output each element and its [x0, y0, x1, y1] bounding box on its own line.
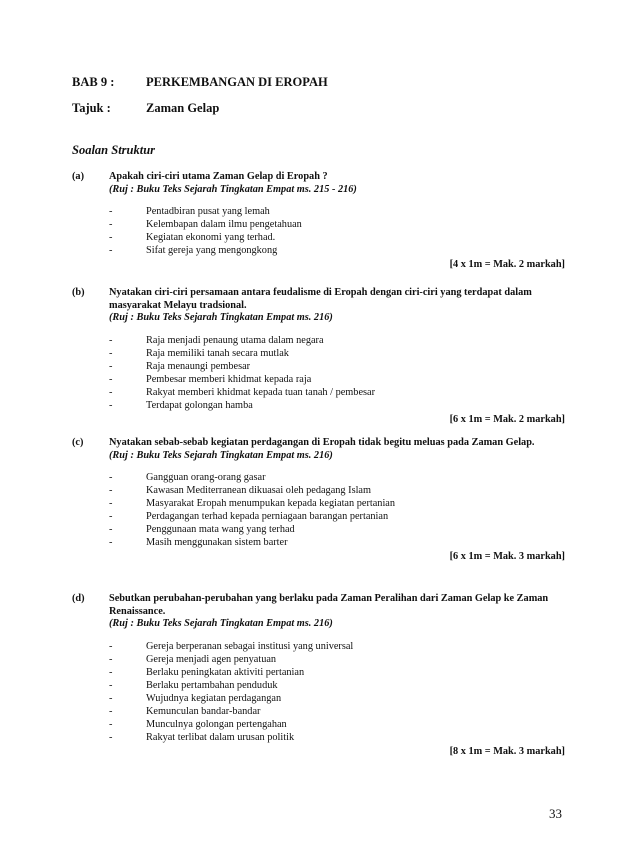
- question-reference: (Ruj : Buku Teks Sejarah Tingkatan Empat ms. 216): [109, 312, 333, 324]
- answer-text: Perdagangan terhad kepada perniagaan barangan pertanian: [146, 511, 389, 523]
- answer-bullet: -: [109, 245, 113, 257]
- answer-bullet: -: [109, 653, 113, 665]
- answer-item: [109, 497, 572, 510]
- answer-item: [109, 205, 572, 218]
- topic-title: Zaman Gelap: [146, 101, 220, 115]
- answer-bullet: -: [109, 640, 113, 652]
- question-letter: (c): [72, 437, 84, 448]
- answer-item: [109, 523, 572, 536]
- question-reference: (Ruj : Buku Teks Sejarah Tingkatan Empat ms. 216): [109, 618, 333, 630]
- answer-text: Rakyat terlibat dalam urusan politik: [146, 731, 295, 743]
- answer-bullet: -: [109, 373, 113, 385]
- marks-allocation: [4 x 1m = Mak. 2 markah]: [449, 259, 565, 271]
- answer-text: Raja menjadi penaung utama dalam negara: [146, 334, 324, 346]
- answer-item: [109, 373, 572, 386]
- answer-bullet: -: [109, 511, 113, 523]
- answer-text: Raja memiliki tanah secara mutlak: [146, 347, 289, 359]
- question-reference: (Ruj : Buku Teks Sejarah Tingkatan Empat ms. 215 - 216): [109, 183, 357, 195]
- question-b: [72, 287, 572, 426]
- answer-text: Berlaku pertambahan penduduk: [146, 679, 278, 691]
- answer-bullet: -: [109, 524, 113, 536]
- answer-text: Terdapat golongan hamba: [146, 399, 253, 411]
- answer-item: [109, 218, 572, 231]
- answer-text: Kegiatan ekonomi yang terhad.: [146, 232, 276, 244]
- answer-text: Pentadbiran pusat yang lemah: [146, 206, 270, 218]
- answer-item: [109, 510, 572, 523]
- question-letter: (d): [72, 593, 85, 604]
- answer-list: [109, 471, 572, 549]
- answer-bullet: -: [109, 386, 113, 398]
- answer-text: Kemunculan bandar-bandar: [146, 705, 261, 717]
- marks-allocation: [6 x 1m = Mak. 3 markah]: [449, 551, 565, 563]
- answer-text: Rakyat memberi khidmat kepada tuan tanah / pembesar: [146, 386, 376, 398]
- answer-text: Sifat gereja yang mengongkong: [146, 245, 278, 257]
- answer-item: [109, 347, 572, 360]
- answer-text: Penggunaan mata wang yang terhad: [146, 524, 295, 536]
- marks-allocation: [8 x 1m = Mak. 3 markah]: [449, 745, 565, 757]
- page-number: 33: [549, 806, 562, 821]
- answer-bullet: -: [109, 232, 113, 244]
- answer-text: Pembesar memberi khidmat kepada raja: [146, 373, 312, 385]
- answer-text: Kawasan Mediterranean dikuasai oleh pedagang Islam: [146, 485, 372, 497]
- answer-item: [109, 666, 572, 679]
- answer-bullet: -: [109, 347, 113, 359]
- answer-item: [109, 536, 572, 549]
- answer-item: [109, 244, 572, 257]
- answer-item: [109, 399, 572, 412]
- question-a: [72, 171, 572, 271]
- question-text: Sebutkan perubahan-perubahan yang berlaku pada Zaman Peralihan dari Zaman Gelap ke Zaman Renaissance.: [109, 593, 549, 617]
- answer-bullet: -: [109, 485, 113, 497]
- chapter-label: BAB 9 :: [72, 75, 115, 89]
- answer-text: Munculnya golongan pertengahan: [146, 718, 287, 730]
- answer-item: [109, 484, 572, 497]
- answer-bullet: -: [109, 705, 113, 717]
- answer-bullet: -: [109, 360, 113, 372]
- answer-bullet: -: [109, 498, 113, 510]
- answer-bullet: -: [109, 718, 113, 730]
- answer-list: [109, 640, 572, 744]
- answer-text: Wujudnya kegiatan perdagangan: [146, 692, 282, 704]
- answer-item: [109, 692, 572, 705]
- marks-allocation: [6 x 1m = Mak. 2 markah]: [449, 413, 565, 425]
- question-letter: (a): [72, 171, 85, 182]
- question-d: [72, 593, 572, 758]
- answer-bullet: -: [109, 692, 113, 704]
- question-reference: (Ruj : Buku Teks Sejarah Tingkatan Empat ms. 216): [109, 449, 333, 461]
- answer-list: [109, 205, 572, 257]
- answer-item: [109, 386, 572, 399]
- answer-item: [109, 718, 572, 731]
- answer-bullet: -: [109, 731, 113, 743]
- answer-item: [109, 471, 572, 484]
- question-text: Nyatakan sebab-sebab kegiatan perdagangan di Eropah tidak begitu meluas pada Zaman Gelap.: [109, 437, 535, 448]
- answer-item: [109, 360, 572, 373]
- answer-item: [109, 231, 572, 244]
- answer-text: Gangguan orang-orang gasar: [146, 472, 266, 484]
- answer-bullet: -: [109, 472, 113, 484]
- answer-bullet: -: [109, 666, 113, 678]
- section-title: Soalan Struktur: [72, 143, 156, 157]
- answer-bullet: -: [109, 219, 113, 231]
- answer-bullet: -: [109, 537, 113, 549]
- topic-label: Tajuk :: [72, 101, 111, 115]
- answer-text: Gereja menjadi agen penyatuan: [146, 653, 277, 665]
- question-letter: (b): [72, 287, 85, 298]
- answer-item: [109, 679, 572, 692]
- answer-item: [109, 640, 572, 653]
- answer-text: Masih menggunakan sistem barter: [146, 537, 288, 549]
- question-text: Nyatakan ciri-ciri persamaan antara feudalisme di Eropah dengan ciri-ciri yang terdapat dalam masyarakat Melayu tradsional.: [109, 287, 532, 311]
- answer-item: [109, 731, 572, 744]
- answer-bullet: -: [109, 679, 113, 691]
- answer-item: [109, 653, 572, 666]
- answer-text: Gereja berperanan sebagai institusi yang universal: [146, 640, 354, 652]
- answer-bullet: -: [109, 334, 113, 346]
- answer-text: Berlaku peningkatan aktiviti pertanian: [146, 666, 305, 678]
- answer-text: Kelembapan dalam ilmu pengetahuan: [146, 219, 302, 231]
- answer-list: [109, 334, 572, 412]
- answer-bullet: -: [109, 206, 113, 218]
- question-text: Apakah ciri-ciri utama Zaman Gelap di Eropah ?: [109, 171, 328, 182]
- answer-item: [109, 334, 572, 347]
- question-c: [72, 437, 572, 563]
- answer-bullet: -: [109, 399, 113, 411]
- chapter-title: PERKEMBANGAN DI EROPAH: [146, 75, 328, 89]
- answer-item: [109, 705, 572, 718]
- answer-text: Masyarakat Eropah menumpukan kepada kegiatan pertanian: [146, 498, 396, 510]
- answer-text: Raja menaungi pembesar: [146, 360, 251, 372]
